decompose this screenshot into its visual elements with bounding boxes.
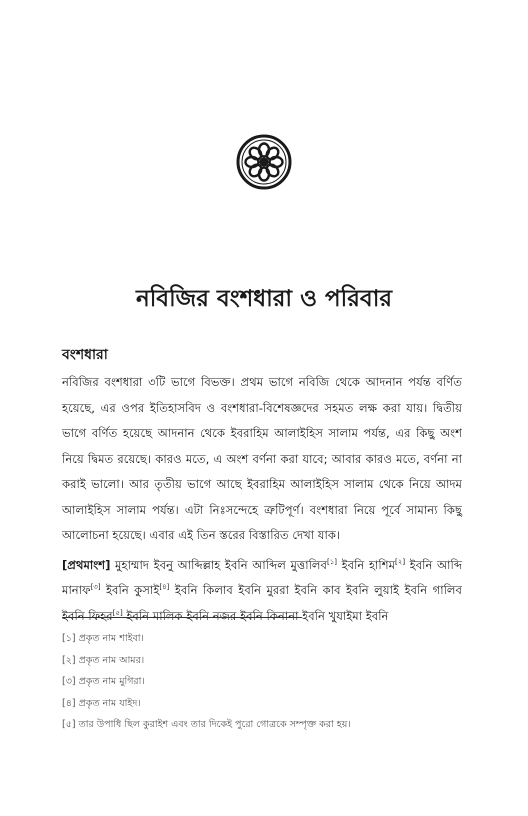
footnote-ref-2[interactable]: [২]	[395, 557, 406, 566]
footnote-1: [১] প্রকৃত নাম শাইবা।	[62, 633, 144, 644]
footnote-4: [৪] প্রকৃত নাম যাইদ।	[62, 697, 141, 709]
footnote-5: [৫] তার উপাধি ছিল কুরাইশ এবং তার দিকেই পুরো গোত্রকে সম্পৃক্ত করা হয়।	[62, 719, 351, 730]
footnote-ref-3[interactable]: [৩]	[90, 583, 101, 592]
lineage-part-label: [প্রথমাংশ]	[62, 557, 111, 572]
paragraph-intro: নবিজির বংশধারা ৩টি ভাগে বিভক্ত। প্রথম ভাগে নবিজি থেকে আদনান পর্যন্ত বর্ণিত হয়েছে, এর ওপর ইতিহাসবিদ ও বংশধারা-বিশেষজ্ঞদের সহমত লক্ষ করা যায়। দ্বিতীয় ভাগে বর্ণিত হয়েছে আদনান থেকে ইবরাহিম আলাইহিস সালাম পর্যন্ত, এর কিছু অংশ নিয়ে দ্বিমত রয়েছে। কারও মতে, এ অংশ বর্ণনা করা যাবে; আবার কারও মতে, বর্ণনা না করাই ভালো। আর তৃতীয় ভাগে আছে ইবরাহিম আলাইহিস সালাম থেকে নিয়ে আদম আলাইহিস সালাম পর্যন্ত। এটা নিঃসন্দেহে ত্রুটিপূর্ণ। বংশধারা নিয়ে পূর্বে সামান্য কিছু আলোচনা হয়েছে। এবার এই তিন স্তরের বিস্তারিত দেখা যাক।	[62, 375, 462, 542]
lineage-text: ইবনি আব্দি মানাফ	[62, 557, 462, 597]
lineage-text: ইবনি কিলাব ইবনি মুররা ইবনি কাব ইবনি লুয়াই ইবনি গালিব ইবনি ফিহর	[62, 583, 462, 623]
footnote-divider	[62, 617, 302, 618]
footnote-2: [২] প্রকৃত নাম আমর।	[62, 654, 145, 666]
footnote-3: [৩] প্রকৃত নাম মুগিরা।	[62, 676, 145, 687]
flower-ornament-icon	[236, 134, 292, 190]
lineage-text: ইবনি মালিক ইবনি নজর ইবনি কিনানা ইবনি খুযাইমা ইবনি	[122, 608, 389, 623]
footnote-ref-1[interactable]: [১]	[327, 557, 338, 566]
lineage-text: মুহাম্মাদ ইবনু আব্দিল্লাহ ইবনি আব্দিল মুত্তালিব	[110, 557, 327, 572]
section-heading: বংশধারা	[62, 347, 108, 363]
chapter-title: নবিজির বংশধারা ও পরিবার	[135, 286, 393, 312]
lineage-text: ইবনি কুসাই	[100, 583, 160, 597]
footnotes	[62, 628, 462, 736]
footnote-ref-5[interactable]: [৫]	[112, 608, 123, 617]
body-text	[62, 370, 462, 629]
footnote-ref-4[interactable]: [৪]	[159, 583, 170, 592]
lineage-text: ইবনি হাশিম	[337, 557, 396, 572]
